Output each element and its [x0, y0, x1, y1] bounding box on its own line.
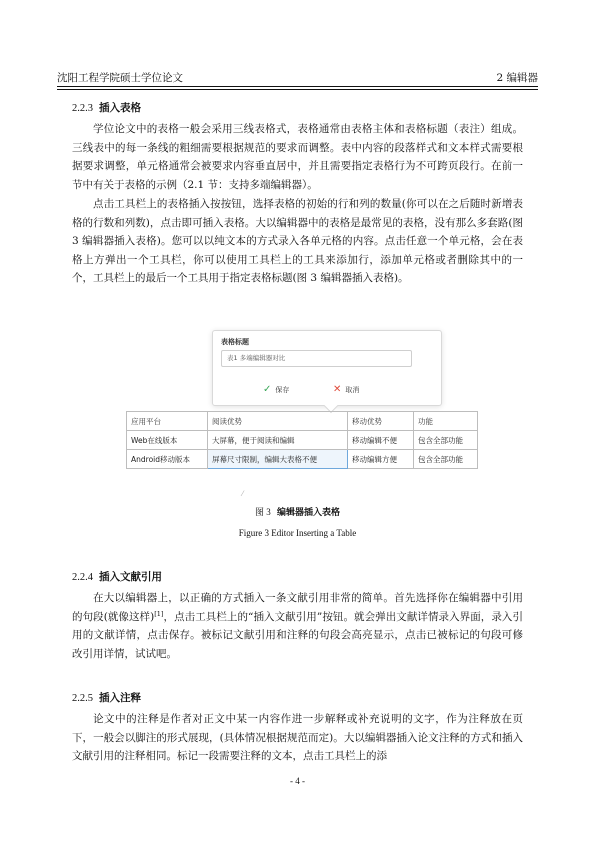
figure-number: 图 3 — [254, 507, 271, 517]
figure-caption-cn — [0, 505, 595, 518]
table-cell[interactable]: 移动优势 — [348, 412, 414, 431]
paragraph-notes: 论文中的注释是作者对正文中某一内容作进一步解释或补充说明的文字，作为注释放在页下，一般会以脚注的形式展现，(具体情况根据规范而定)。大以编辑器插入论文注释的方式和插入文献引用的注释相同。标记一段需要注释的文本，点击工具栏上的添 — [72, 713, 523, 762]
cancel-label: 取消 — [345, 385, 360, 394]
paragraph-citation — [72, 589, 523, 663]
table-cell[interactable]: Android移动版本 — [127, 450, 208, 469]
table-cell[interactable]: 应用平台 — [127, 412, 208, 431]
table-cell[interactable]: 包含全部功能 — [414, 450, 478, 469]
figure-caption-en: Figure 3 Editor Inserting a Table — [238, 528, 357, 538]
table-row — [127, 431, 478, 450]
table-cell[interactable]: 大屏幕，便于阅读和编辑 — [208, 431, 348, 450]
paragraph-table-format: 学位论文中的表格一般会采用三线表格式，表格通常由表格主体和表格标题（表注）组成。三线表中的每一条线的粗细需要根据规范的要求而调整。表中内容的段落样式和文本样式需要根据要求调整，单元格通常会被要求内容垂直居中，并且需要指定表格行为不可跨页段行。在前一节中有关于表格的示例（2.1 节：支持多端编辑器）。 — [72, 123, 523, 191]
header-rule-thick — [57, 86, 538, 87]
section-number: 2.2.5 — [72, 693, 93, 704]
save-label: 保存 — [275, 385, 290, 394]
section-title: 插入注释 — [99, 692, 141, 704]
table-row — [127, 450, 478, 469]
table-cell[interactable]: 包含全部功能 — [414, 431, 478, 450]
cancel-button[interactable] — [333, 384, 359, 395]
figure-caption-text: 编辑器插入表格 — [277, 508, 341, 518]
citation-marker[interactable]: [1] — [154, 609, 164, 618]
citation-text-before: 在大以编辑器上，以正确的方式插入一条文献引用非常的简单。首先选择你在编辑器中引用的句段(就像这样) — [72, 592, 523, 623]
section-number: 2.2.4 — [72, 572, 93, 583]
section-title: 插入表格 — [99, 102, 141, 114]
save-button[interactable] — [263, 384, 289, 395]
section-heading-insert-citation — [72, 569, 162, 584]
section-title: 插入文献引用 — [99, 571, 162, 583]
table-cell[interactable]: Web在线版本 — [127, 431, 208, 450]
paragraph-table-insert: 点击工具栏上的表格插入按按钮，选择表格的初始的行和列的数量(你可以在之后随时新增表格的行数和列数)，点击即可插入表格。大以编辑器中的表格是最常见的表格，没有那么多套路(图 3 编辑器插入表格)。您可以以纯文本的方式录入各单元格的内容。点击任意一个单元格，会在表格上方弹出一个工具栏，你可以使用工具栏上的工具来添加行，添加单元格或者删除其中的一个，工具栏上的最后一个工具用于指定表格标题(图 3 编辑器插入表格)。 — [72, 198, 523, 284]
mouse-cursor-icon: ⁄ — [242, 490, 244, 498]
figure-editor-table — [126, 328, 478, 498]
table-cell[interactable]: 移动编辑方便 — [348, 450, 414, 469]
header-chapter-title: 2 编辑器 — [496, 72, 538, 84]
table-cell[interactable]: 功能 — [414, 412, 478, 431]
table-cell[interactable]: 移动编辑不便 — [348, 431, 414, 450]
citation-text-after: ，点击工具栏上的“插入文献引用”按钮。就会弹出文献详情录入界面，录入引用的文献详情，点击保存。被标记文献引用和注释的句段会高亮显示，点击已被标记的句段可修改引用详情，试试吧。 — [72, 610, 524, 660]
table-caption-input[interactable]: 表1 多端编辑器对比 — [221, 350, 412, 367]
section-number: 2.2.3 — [72, 103, 93, 114]
table-header-row — [127, 412, 478, 431]
editor-table — [126, 411, 478, 469]
header-rule-thin — [57, 89, 538, 90]
section-heading-insert-table — [72, 100, 141, 115]
table-cell-selected[interactable]: 屏幕尺寸限制，编辑大表格不便 — [208, 450, 348, 469]
running-header — [57, 69, 538, 85]
close-icon: ✕ — [333, 384, 342, 395]
section-heading-insert-note — [72, 690, 141, 705]
table-caption-popup — [212, 330, 442, 406]
table-cell[interactable]: 阅读优势 — [208, 412, 348, 431]
page-number: - 4 - — [290, 776, 305, 786]
check-icon: ✓ — [263, 384, 272, 395]
popup-title: 表格标题 — [221, 338, 249, 346]
header-thesis-title: 沈阳工程学院硕士学位论文 — [57, 72, 183, 84]
